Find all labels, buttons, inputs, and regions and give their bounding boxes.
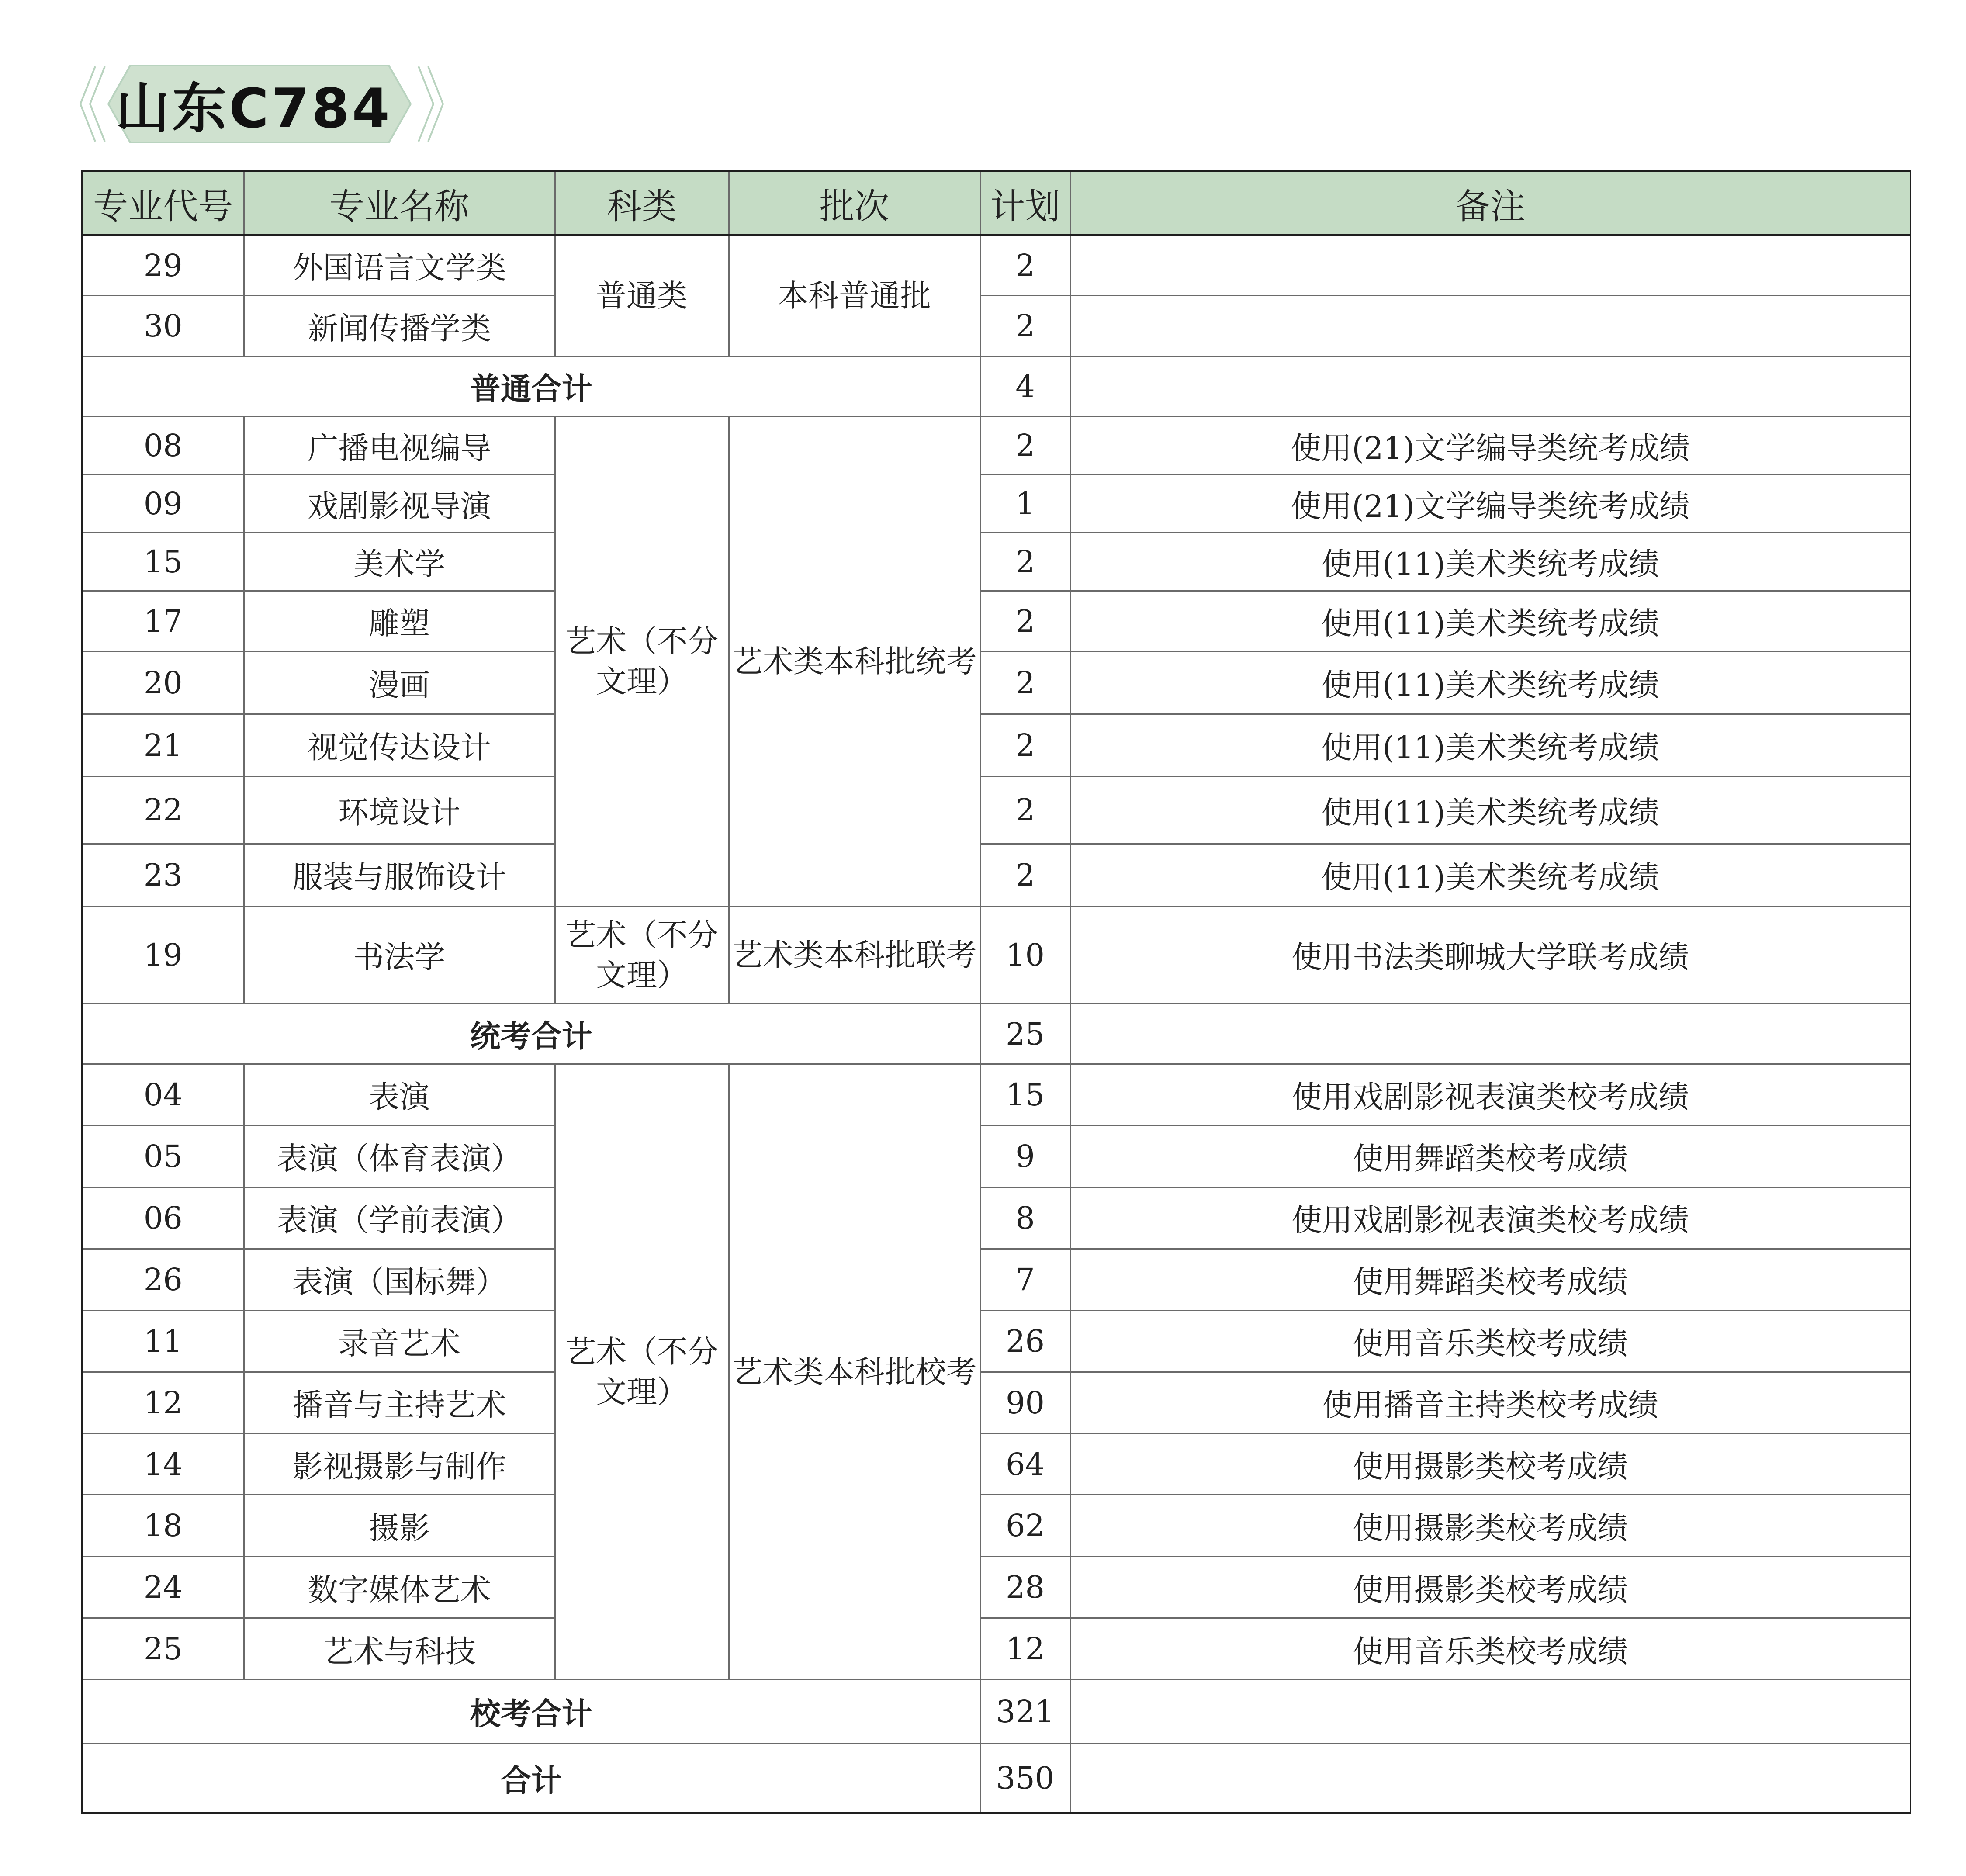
remark	[1070, 296, 1911, 357]
remark	[1070, 235, 1911, 296]
major-code: 21	[82, 714, 244, 776]
major-name: 表演（体育表演）	[244, 1125, 555, 1187]
subtotal-row	[82, 1004, 1911, 1064]
subtotal-note	[1070, 357, 1911, 417]
table-row	[82, 1557, 1911, 1618]
major-code: 15	[82, 533, 244, 591]
category-cell: 普通类	[555, 235, 729, 357]
remark: 使用戏剧影视表演类校考成绩	[1070, 1187, 1911, 1249]
remark: 使用(11)美术类统考成绩	[1070, 533, 1911, 591]
major-name: 外国语言文学类	[244, 235, 555, 296]
major-name: 表演	[244, 1064, 555, 1126]
remark: 使用(11)美术类统考成绩	[1070, 591, 1911, 651]
plan-count: 2	[980, 296, 1070, 357]
table-row	[82, 1310, 1911, 1372]
plan-count: 62	[980, 1495, 1070, 1557]
subtotal-note	[1070, 1680, 1911, 1744]
major-code: 04	[82, 1064, 244, 1126]
plan-count: 9	[980, 1125, 1070, 1187]
subtotal-value: 4	[980, 357, 1070, 417]
major-name: 表演（国标舞）	[244, 1249, 555, 1310]
major-name: 播音与主持艺术	[244, 1372, 555, 1433]
plan-count: 10	[980, 906, 1070, 1004]
major-code: 23	[82, 844, 244, 906]
plan-count: 2	[980, 591, 1070, 651]
major-code: 20	[82, 651, 244, 714]
total-value: 350	[980, 1744, 1070, 1813]
subtotal-value: 321	[980, 1680, 1070, 1744]
batch-cell: 艺术类本科批联考	[729, 906, 980, 1004]
remark: 使用音乐类校考成绩	[1070, 1618, 1911, 1680]
category-cell: 艺术（不分文理）	[555, 1064, 729, 1680]
major-code: 06	[82, 1187, 244, 1249]
plan-count: 7	[980, 1249, 1070, 1310]
plan-count: 2	[980, 235, 1070, 296]
header-note: 备注	[1070, 171, 1911, 235]
major-code: 26	[82, 1249, 244, 1310]
remark: 使用(11)美术类统考成绩	[1070, 844, 1911, 906]
remark: 使用舞蹈类校考成绩	[1070, 1249, 1911, 1310]
remark: 使用舞蹈类校考成绩	[1070, 1125, 1911, 1187]
major-name: 表演（学前表演）	[244, 1187, 555, 1249]
major-name: 书法学	[244, 906, 555, 1004]
table-row	[82, 417, 1911, 475]
major-name: 环境设计	[244, 776, 555, 844]
plan-count: 64	[980, 1433, 1070, 1495]
major-code: 18	[82, 1495, 244, 1557]
total-label: 合计	[82, 1744, 980, 1813]
remark: 使用(11)美术类统考成绩	[1070, 776, 1911, 844]
major-name: 数字媒体艺术	[244, 1557, 555, 1618]
category-cell: 艺术（不分文理）	[555, 906, 729, 1004]
major-code: 30	[82, 296, 244, 357]
header-plan: 计划	[980, 171, 1070, 235]
header-name: 专业名称	[244, 171, 555, 235]
major-name: 雕塑	[244, 591, 555, 651]
plan-count: 1	[980, 475, 1070, 533]
remark: 使用书法类聊城大学联考成绩	[1070, 906, 1911, 1004]
plan-count: 2	[980, 533, 1070, 591]
plan-count: 26	[980, 1310, 1070, 1372]
remark: 使用戏剧影视表演类校考成绩	[1070, 1064, 1911, 1126]
table-row	[82, 1064, 1911, 1126]
major-code: 08	[82, 417, 244, 475]
remark: 使用音乐类校考成绩	[1070, 1310, 1911, 1372]
major-code: 22	[82, 776, 244, 844]
plan-count: 12	[980, 1618, 1070, 1680]
major-code: 14	[82, 1433, 244, 1495]
table-row	[82, 1249, 1911, 1310]
category-cell: 艺术（不分文理）	[555, 417, 729, 906]
table-row	[82, 1495, 1911, 1557]
major-name: 服装与服饰设计	[244, 844, 555, 906]
major-name: 漫画	[244, 651, 555, 714]
table-row	[82, 591, 1911, 651]
subtotal-note	[1070, 1004, 1911, 1064]
remark: 使用(11)美术类统考成绩	[1070, 651, 1911, 714]
subtotal-row	[82, 357, 1911, 417]
batch-cell: 艺术类本科批校考	[729, 1064, 980, 1680]
major-name: 影视摄影与制作	[244, 1433, 555, 1495]
major-code: 12	[82, 1372, 244, 1433]
subtotal-value: 25	[980, 1004, 1070, 1064]
table-row	[82, 1125, 1911, 1187]
enrollment-plan-table	[81, 170, 1911, 1814]
total-row	[82, 1744, 1911, 1813]
table-row	[82, 1433, 1911, 1495]
plan-count: 90	[980, 1372, 1070, 1433]
major-name: 视觉传达设计	[244, 714, 555, 776]
plan-count: 28	[980, 1557, 1070, 1618]
subtotal-row	[82, 1680, 1911, 1744]
major-code: 11	[82, 1310, 244, 1372]
plan-count: 8	[980, 1187, 1070, 1249]
major-code: 25	[82, 1618, 244, 1680]
plan-count: 2	[980, 776, 1070, 844]
major-code: 24	[82, 1557, 244, 1618]
subtotal-label: 统考合计	[82, 1004, 980, 1064]
major-code: 05	[82, 1125, 244, 1187]
table-row	[82, 844, 1911, 906]
remark: 使用(11)美术类统考成绩	[1070, 714, 1911, 776]
table-row	[82, 714, 1911, 776]
subtotal-label: 校考合计	[82, 1680, 980, 1744]
remark: 使用摄影类校考成绩	[1070, 1557, 1911, 1618]
table-row	[82, 235, 1911, 296]
remark: 使用(21)文学编导类统考成绩	[1070, 417, 1911, 475]
major-name: 新闻传播学类	[244, 296, 555, 357]
total-note	[1070, 1744, 1911, 1813]
major-code: 29	[82, 235, 244, 296]
header-batch: 批次	[729, 171, 980, 235]
plan-count: 2	[980, 651, 1070, 714]
table-row	[82, 1187, 1911, 1249]
plan-count: 2	[980, 417, 1070, 475]
remark: 使用摄影类校考成绩	[1070, 1495, 1911, 1557]
table-row	[82, 475, 1911, 533]
major-code: 17	[82, 591, 244, 651]
title-badge	[78, 60, 446, 148]
major-code: 09	[82, 475, 244, 533]
remark: 使用播音主持类校考成绩	[1070, 1372, 1911, 1433]
table-row	[82, 533, 1911, 591]
major-name: 摄影	[244, 1495, 555, 1557]
major-name: 广播电视编导	[244, 417, 555, 475]
major-name: 戏剧影视导演	[244, 475, 555, 533]
remark: 使用(21)文学编导类统考成绩	[1070, 475, 1911, 533]
table-row	[82, 1372, 1911, 1433]
table-header-row	[82, 171, 1911, 235]
subtotal-label: 普通合计	[82, 357, 980, 417]
plan-count: 15	[980, 1064, 1070, 1126]
plan-count: 2	[980, 844, 1070, 906]
remark: 使用摄影类校考成绩	[1070, 1433, 1911, 1495]
header-code: 专业代号	[82, 171, 244, 235]
table-row	[82, 1618, 1911, 1680]
batch-cell: 本科普通批	[729, 235, 980, 357]
major-name: 录音艺术	[244, 1310, 555, 1372]
major-name: 艺术与科技	[244, 1618, 555, 1680]
table-row	[82, 296, 1911, 357]
major-name: 美术学	[244, 533, 555, 591]
page-title: 山东C784	[115, 77, 392, 140]
batch-cell: 艺术类本科批统考	[729, 417, 980, 906]
table-row	[82, 651, 1911, 714]
table-row	[82, 776, 1911, 844]
major-code: 19	[82, 906, 244, 1004]
plan-count: 2	[980, 714, 1070, 776]
header-category: 科类	[555, 171, 729, 235]
table-row	[82, 906, 1911, 1004]
